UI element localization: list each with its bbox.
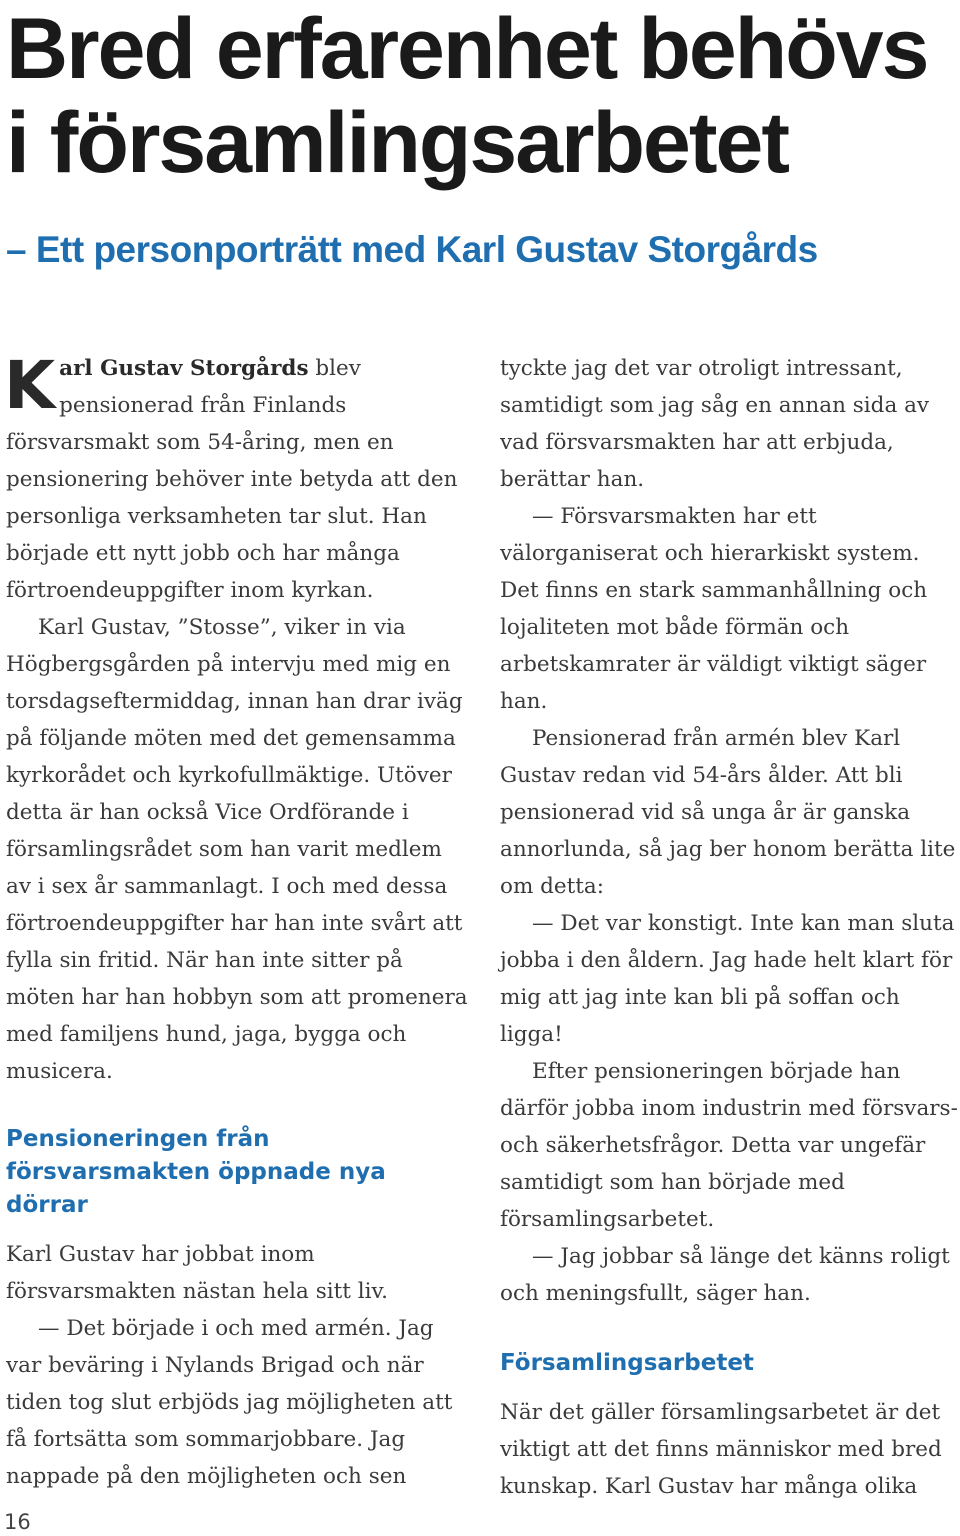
body-paragraph: Karl Gustav har jobbat inom försvarsmakten nästan hela sitt liv. — [6, 1242, 388, 1304]
quote-paragraph: — Jag jobbar så länge det känns roligt och meningsfullt, säger han. — [500, 1244, 950, 1306]
body-paragraph: Karl Gustav, ”Stosse”, viker in via Högbergsgården på intervju med mig en torsdagseftermiddag, innan han drar iväg på följande möten med det gemensamma kyrkorådet och kyrkofullmäktige. Utöver detta är han också Vice Ordförande i församlingsrådet som han varit medlem av i sex år sammanlagt. I och med dessa förtroendeuppgifter har han inte svårt att fylla sin fritid. När han inte sitter på möten har han hobbyn som att promenera med familjens hund, jaga, bygga och musicera. — [6, 615, 468, 1084]
quote-paragraph: — Försvarsmakten har ett välorganiserat och hierarkiskt system. Det finns en stark sammanhållning och lojaliteten mot både förmän och arbetskamrater är väldigt viktigt säger han. — [500, 504, 928, 714]
section-heading-pension: Pensioneringen från försvarsmakten öppnade nya dörrar — [6, 1126, 386, 1218]
lead-name: arl Gustav Storgårds — [59, 356, 309, 381]
body-paragraph: Efter pensioneringen började han därför jobba inom industrin med försvars- och säkerhetsfrågor. Detta var ungefär samtidigt som han började med församlingsarbetet. — [500, 1059, 958, 1232]
quote-paragraph: — Det började i och med armén. Jag var beväring i Nylands Brigad och när tiden tog slut erbjöds jag möjligheten att få fortsätta som sommarjobbare. Jag nappade på den möjligheten och sen — [6, 1316, 453, 1489]
drop-cap: K — [4, 347, 56, 424]
body-paragraph: tyckte jag det var otroligt intressant, samtidigt som jag såg en annan sida av vad försvarsmakten har att erbjuda, berättar han. — [500, 356, 930, 492]
article-column-right — [500, 350, 958, 1505]
quote-paragraph: — Det var konstigt. Inte kan man sluta jobba i den åldern. Jag hade helt klart för mig att jag inte kan bli på soffan och ligga! — [500, 911, 955, 1047]
page-number: 16 — [4, 1510, 31, 1534]
article-subheadline: – Ett personporträtt med Karl Gustav Storgårds — [6, 229, 818, 270]
lead-text: blev pensionerad från Finlands försvarsmakt som 54-åring, men en pensionering behöver inte betyda att den personliga verksamheten tar slut. Han började ett nytt jobb och har många förtroendeuppgifter inom kyrkan. — [6, 356, 458, 603]
section-heading-parish-work: Församlingsarbetet — [500, 1350, 754, 1376]
article-column-left — [4, 347, 468, 1495]
article-headline: Bred erfarenhet behövs i församlingsarbetet — [6, 1, 928, 191]
body-paragraph: Pensionerad från armén blev Karl Gustav redan vid 54-års ålder. Att bli pensionerad vid så unga år är ganska annorlunda, så jag ber honom berätta lite om detta: — [500, 726, 956, 899]
lead-paragraph — [4, 347, 468, 609]
body-paragraph: När det gäller församlingsarbetet är det viktigt att det finns människor med bred kunskap. Karl Gustav har många olika — [500, 1400, 942, 1499]
